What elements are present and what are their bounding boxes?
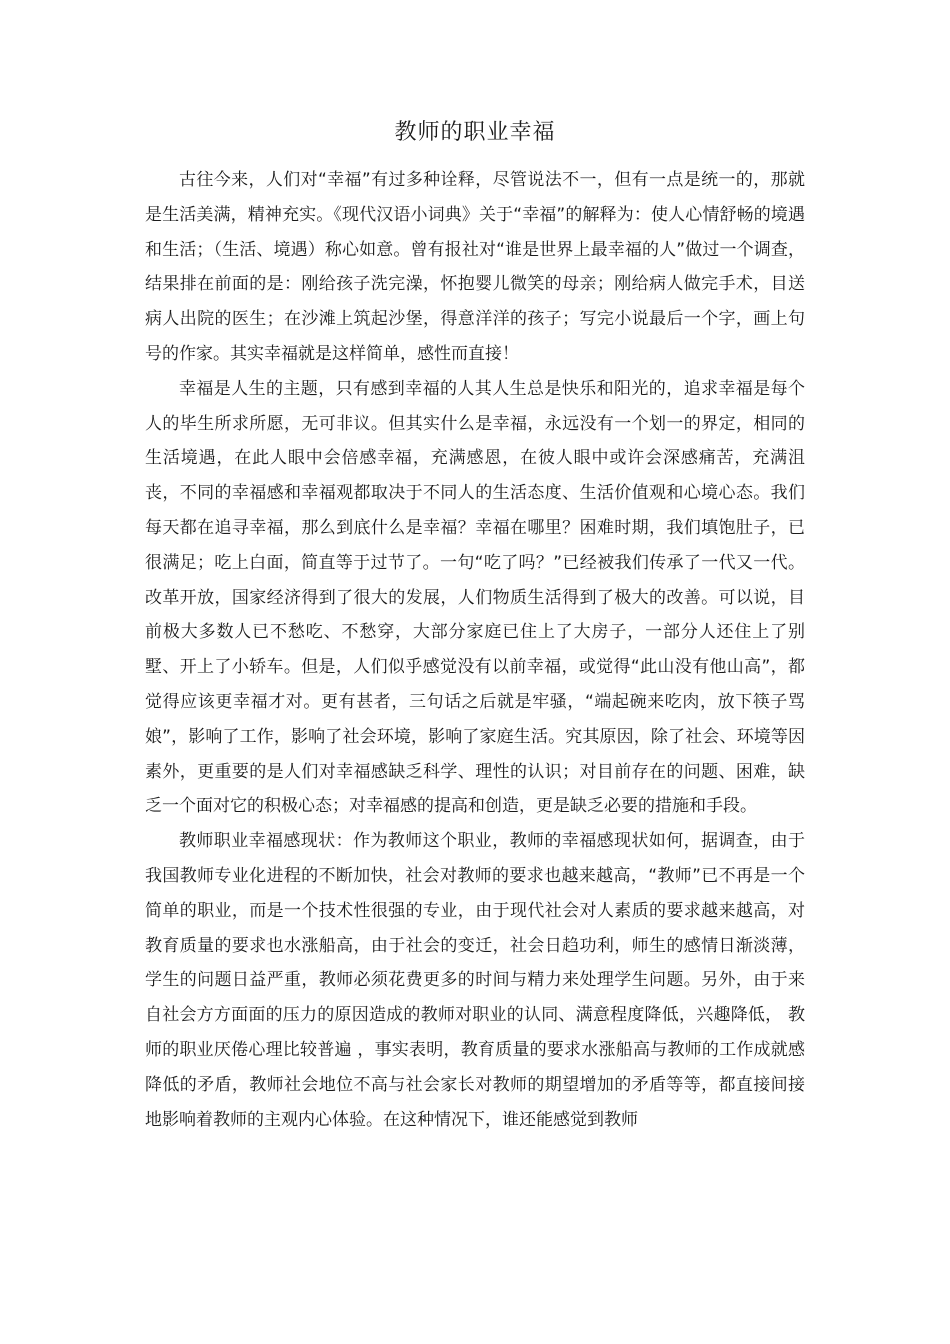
- paragraph: 幸福是人生的主题，只有感到幸福的人其人生总是快乐和阳光的，追求幸福是每个人的毕生所求所愿，无可非议。但其实什么是幸福，永远没有一个划一的界定，相同的生活境遇，在此人眼中会倍感幸福，充满感恩，在彼人眼中或许会深感痛苦，充满沮丧，不同的幸福感和幸福观都取决于不同人的生活态度、生活价值观和心境心态。我们每天都在追寻幸福，那么到底什么是幸福？幸福在哪里？困难时期，我们填饱肚子，已很满足；吃上白面，简直等于过节了。一句“吃了吗？”已经被我们传承了一代又一代。改革开放，国家经济得到了很大的发展，人们物质生活得到了极大的改善。可以说，目前极大多数人已不愁吃、不愁穿，大部分家庭已住上了大房子，一部分人还住上了别墅、开上了小轿车。但是，人们似乎感觉没有以前幸福，或觉得“此山没有他山高”，都觉得应该更幸福才对。更有甚者，三句话之后就是牢骚，“端起碗来吃肉，放下筷子骂娘”，影响了工作，影响了社会环境，影响了家庭生活。究其原因，除了社会、环境等因素外，更重要的是人们对幸福感缺乏科学、理性的认识；对目前存在的问题、困难，缺乏一个面对它的积极心态；对幸福感的提高和创造，更是缺乏必要的措施和手段。: [145, 378, 805, 817]
- document-title: 教师的职业幸福: [394, 120, 556, 145]
- paragraph: 古往今来，人们对“幸福”有过多种诠释，尽管说法不一，但有一点是统一的，那就是生活美满，精神充实。《现代汉语小词典》关于“幸福”的解释为：使人心情舒畅的境遇和生活；（生活、境遇）称心如意。曾有报社对“谁是世界上最幸福的人”做过一个调查，结果排在前面的是：刚给孩子洗完澡，怀抱婴儿微笑的母亲；刚给病人做完手术，目送病人出院的医生；在沙滩上筑起沙堡，得意洋洋的孩子；写完小说最后一个字，画上句号的作家。其实幸福就是这样简单，感性而直接！: [145, 170, 805, 364]
- document-body: [145, 163, 805, 1137]
- paragraph: 教师职业幸福感现状：作为教师这个职业，教师的幸福感现状如何，据调查，由于我国教师专业化进程的不断加快，社会对教师的要求也越来越高，“教师”已不再是一个简单的职业，而是一个技术性很强的专业，由于现代社会对人素质的要求越来越高，对教育质量的要求也水涨船高，由于社会的变迁，社会日趋功利，师生的感情日渐淡薄，学生的问题日益严重，教师必须花费更多的时间与精力来处理学生问题。另外，由于来自社会方方面面的压力的原因造成的教师对职业的认同、满意程度降低，兴趣降低， 教师的职业厌倦心理比较普遍 ，事实表明，教育质量的要求水涨船高与教师的工作成就感降低的矛盾，教师社会地位不高与社会家长对教师的期望增加的矛盾等等，都直接间接地影响着教师的主观内心体验。在这种情况下，谁还能感觉到教师: [145, 831, 805, 1130]
